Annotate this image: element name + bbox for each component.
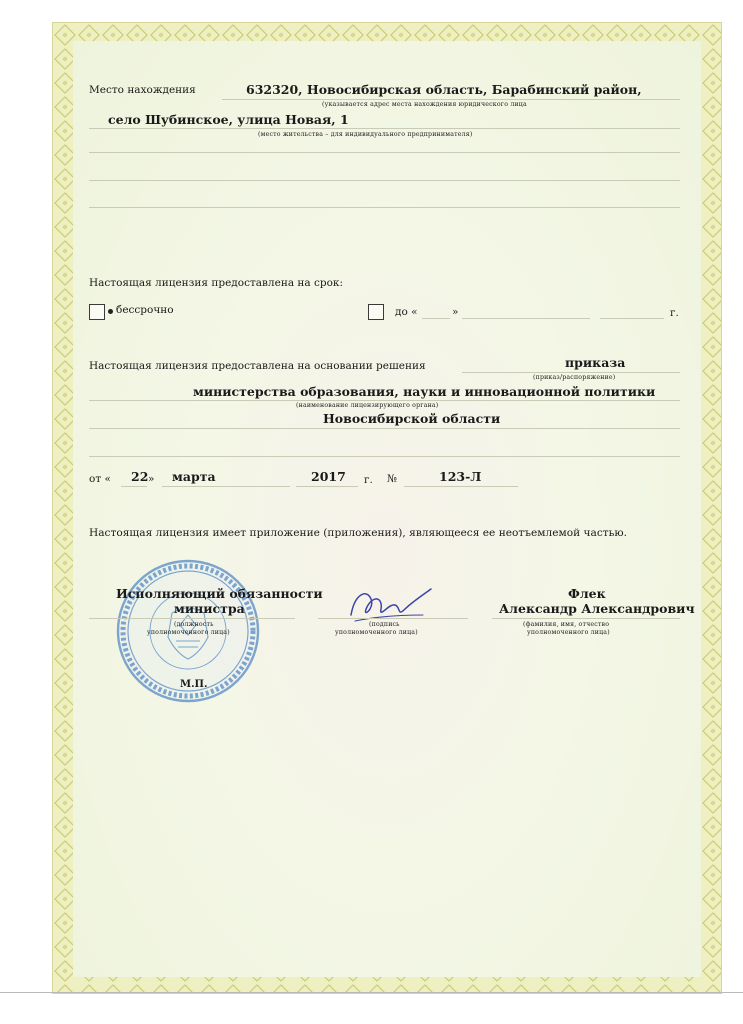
content-area: [73, 41, 701, 977]
position-caption-2: уполномоченного лица): [147, 629, 230, 636]
position-caption-1: (должность: [174, 621, 214, 628]
date-year-suffix: г.: [364, 474, 373, 486]
location-underline-2: [89, 128, 680, 129]
authority-caption: (наименование лицензирующего органа): [296, 402, 439, 409]
empty-line-1: [89, 152, 680, 153]
location-value-line1: 632320, Новосибирская область, Барабинский район,: [246, 82, 642, 97]
location-caption-1: (указывается адрес места нахождения юридического лица: [322, 101, 527, 108]
until-checkbox: [368, 304, 384, 320]
until-month-line: [462, 318, 590, 319]
basis-label: Настоящая лицензия предоставлена на основании решения: [89, 360, 426, 372]
signer-position-line2: министра: [174, 601, 245, 616]
from-label: от «: [89, 473, 111, 485]
authority-line1-underline: [89, 400, 680, 401]
signature-caption-1: (подпись: [369, 621, 400, 628]
until-close-quote: »: [452, 306, 459, 318]
date-month: марта: [172, 469, 216, 484]
empty-line-2: [89, 180, 680, 181]
signature-caption-2: уполномоченного лица): [335, 629, 418, 636]
signature-underline: [318, 618, 468, 619]
license-number: 123-Л: [439, 469, 482, 484]
name-caption-2: уполномоченного лица): [527, 629, 610, 636]
signer-given-names: Александр Александрович: [499, 601, 695, 616]
indefinite-option: бессрочно: [116, 304, 174, 316]
date-month-line: [162, 486, 290, 487]
location-caption-2: (место жительства – для индивидуального предпринимателя): [258, 131, 473, 138]
location-value-line2: село Шубинское, улица Новая, 1: [108, 112, 349, 127]
signer-surname: Флек: [568, 586, 606, 601]
number-line: [404, 486, 518, 487]
empty-line-4: [89, 456, 680, 457]
authority-line2-underline: [89, 428, 680, 429]
decision-type-line: [462, 372, 680, 373]
term-label: Настоящая лицензия предоставлена на срок:: [89, 277, 344, 289]
license-sheet: [52, 22, 722, 994]
date-day: 22: [131, 469, 149, 484]
number-label: №: [387, 473, 397, 485]
date-year-line: [296, 486, 358, 487]
empty-line-3: [89, 207, 680, 208]
decision-type-caption: (приказ/распоряжение): [533, 374, 616, 381]
scan-bottom-edge: [0, 992, 743, 993]
name-underline: [492, 618, 680, 619]
position-underline: [89, 618, 295, 619]
date-day-line: [121, 486, 147, 487]
signer-position-line1: Исполняющий обязанности: [116, 586, 323, 601]
location-underline-1: [222, 99, 680, 100]
until-year-suffix: г.: [670, 307, 679, 319]
authority-line1: министерства образования, науки и инновационной политики: [193, 384, 656, 399]
indefinite-mark: [108, 309, 113, 314]
authority-line2: Новосибирской области: [323, 411, 501, 426]
date-year: 2017: [311, 469, 346, 484]
until-year-line: [600, 318, 664, 319]
decision-type: приказа: [565, 355, 626, 370]
until-day-line: [422, 318, 450, 319]
appendix-statement: Настоящая лицензия имеет приложение (приложения), являющееся ее неотъемлемой частью.: [89, 527, 628, 539]
stamp-place-mark: М.П.: [180, 679, 208, 690]
location-label: Место нахождения: [89, 84, 196, 96]
date-close-quote: »: [148, 473, 155, 485]
until-option: до «: [395, 306, 418, 318]
indefinite-checkbox: [89, 304, 105, 320]
name-caption-1: (фамилия, имя, отчество: [523, 621, 610, 628]
